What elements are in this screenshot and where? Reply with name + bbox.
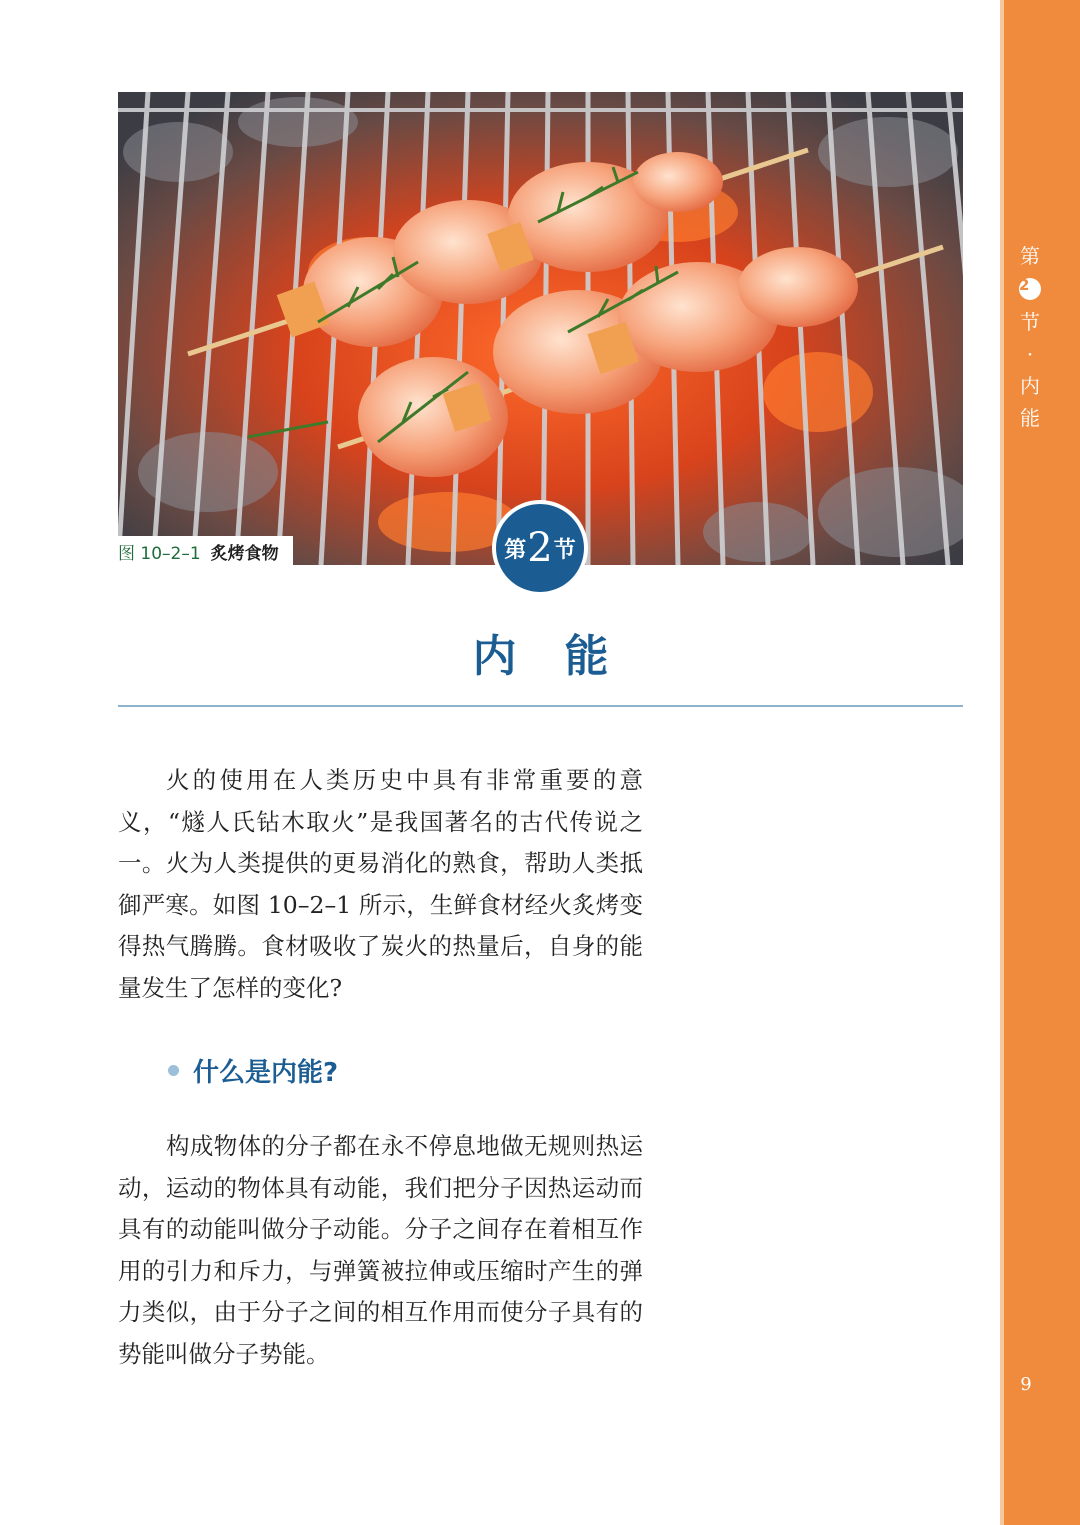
side-char-nei: 内 bbox=[1020, 374, 1040, 398]
side-section-label bbox=[1004, 240, 1056, 434]
intro-paragraph: 火的使用在人类历史中具有非常重要的意义，“燧人氏钻木取火”是我国著名的古代传说之一。火为人类提供的更易消化的熟食，帮助人类抵御严寒。如图 10–2–1 所示，生鲜食材经火炙烤变得热气腾腾。食材吸收了炭火的热量后，自身的能量发生了怎样的变化? bbox=[118, 766, 643, 1002]
page-number: 9 bbox=[1020, 1374, 1032, 1395]
badge-prefix: 第 bbox=[504, 536, 527, 563]
figure-number: 图 10–2–1 bbox=[118, 543, 201, 564]
section-badge bbox=[492, 500, 588, 596]
side-char-dot: · bbox=[1026, 342, 1034, 366]
section-title: 内能 bbox=[472, 631, 657, 682]
side-char-di: 第 bbox=[1020, 244, 1040, 268]
title-divider bbox=[118, 705, 963, 707]
grilled-food-photo bbox=[118, 92, 963, 565]
chapter-side-band bbox=[1004, 0, 1080, 1525]
subheading-text: 什么是内能? bbox=[193, 1058, 339, 1088]
side-char-jie: 节 bbox=[1020, 310, 1040, 334]
bullet-dot-icon bbox=[168, 1065, 179, 1076]
figure-caption-text: 炙烤食物 bbox=[210, 543, 279, 564]
subheading bbox=[168, 1052, 338, 1089]
side-char-neng: 能 bbox=[1020, 406, 1040, 430]
badge-suffix: 节 bbox=[553, 536, 576, 563]
side-section-number: 2 bbox=[1019, 278, 1041, 300]
definition-paragraph: 构成物体的分子都在永不停息地做无规则热运动，运动的物体具有动能，我们把分子因热运动而具有的动能叫做分子动能。分子之间存在着相互作用的引力和斥力，与弹簧被拉伸或压缩时产生的弹力类似，由于分子之间的相互作用而使分子具有的势能叫做分子势能。 bbox=[118, 1132, 643, 1368]
badge-number: 2 bbox=[527, 525, 553, 571]
figure-caption bbox=[118, 536, 293, 566]
